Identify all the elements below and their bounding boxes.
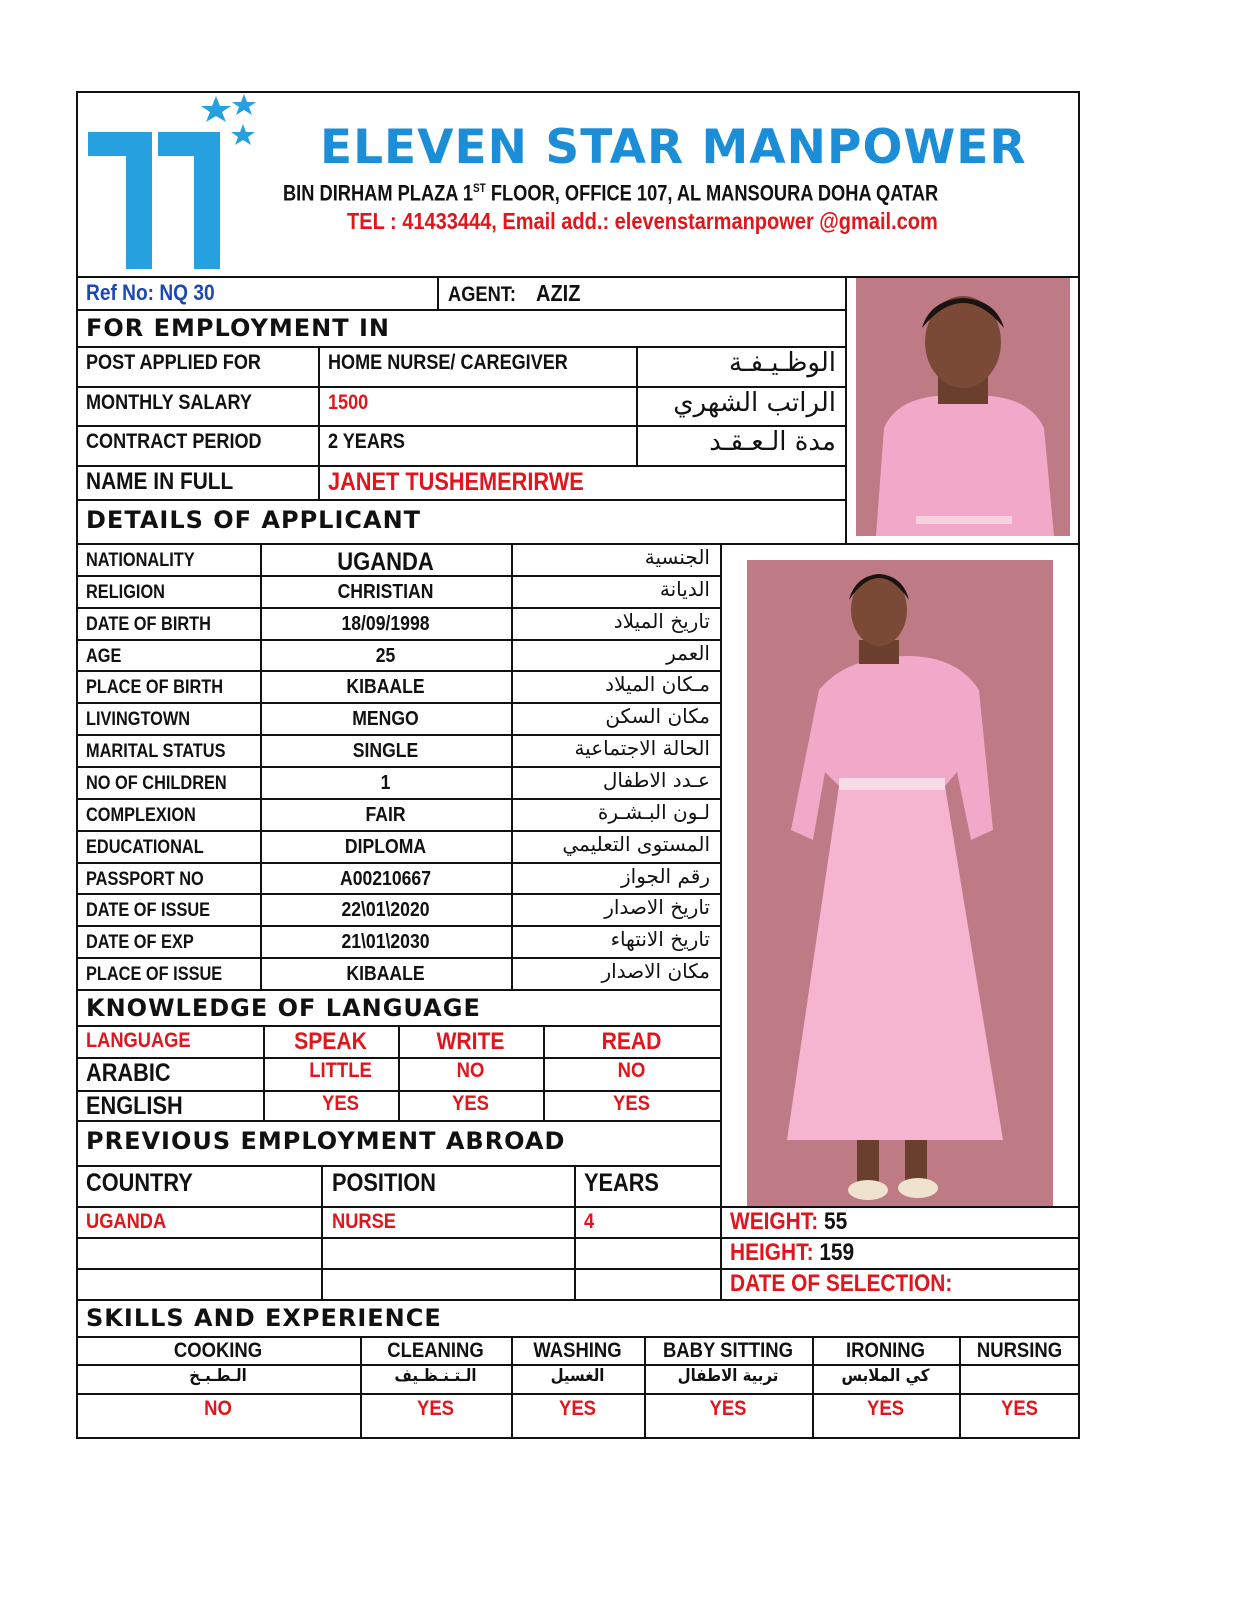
- divider: [959, 1336, 961, 1439]
- employment-row-value: HOME NURSE/ CAREGIVER: [328, 351, 568, 374]
- detail-arabic: العمر: [666, 641, 710, 665]
- skill-arabic: الـطـبـخ: [189, 1366, 247, 1386]
- divider: [511, 543, 513, 989]
- detail-arabic: الديانة: [659, 577, 710, 601]
- detail-label: RELIGION: [86, 582, 165, 603]
- detail-arabic: لـون البـشـرة: [597, 800, 710, 824]
- detail-label: PLACE OF BIRTH: [86, 677, 224, 698]
- divider: [76, 575, 720, 577]
- years-col-header: YEARS: [584, 1169, 659, 1197]
- detail-value: A00210667: [339, 868, 432, 890]
- detail-value: UGANDA: [337, 548, 434, 576]
- divider: [318, 346, 320, 500]
- prev-country: UGANDA: [86, 1210, 167, 1233]
- divider: [644, 1336, 646, 1439]
- language-name: ENGLISH: [86, 1092, 183, 1120]
- prev-position: NURSE: [332, 1210, 396, 1233]
- detail-arabic: تاريخ الميلاد: [613, 609, 710, 633]
- height-field: HEIGHT: 159: [730, 1239, 855, 1266]
- divider: [260, 543, 262, 989]
- previous-heading: PREVIOUS EMPLOYMENT ABROAD: [86, 1127, 566, 1155]
- agent-value: AZIZ: [536, 280, 581, 306]
- detail-arabic: مـكان الميلاد: [605, 672, 710, 696]
- skill-name: WASHING: [533, 1339, 622, 1362]
- ref-number: Ref No: NQ 30: [86, 280, 215, 305]
- skill-value: YES: [1001, 1397, 1038, 1420]
- divider: [263, 1025, 265, 1120]
- applicant-photo-portrait: [856, 278, 1070, 536]
- detail-value: KIBAALE: [346, 676, 425, 698]
- agent-label: AGENT:: [448, 283, 517, 306]
- skill-arabic: الغسيل: [550, 1366, 605, 1386]
- skill-arabic: كي الملابس: [841, 1366, 930, 1386]
- divider: [76, 1206, 1080, 1208]
- language-heading: KNOWLEDGE OF LANGUAGE: [86, 994, 481, 1022]
- divider: [845, 276, 847, 544]
- detail-arabic: مكان السكن: [605, 704, 710, 728]
- detail-label: PLACE OF ISSUE: [86, 964, 223, 985]
- divider: [76, 1336, 1080, 1338]
- divider: [76, 1237, 1080, 1239]
- detail-arabic: تاريخ الانتهاء: [610, 927, 710, 951]
- employment-row-value: 1500: [328, 391, 369, 414]
- divider: [76, 639, 720, 641]
- divider: [76, 309, 846, 311]
- detail-label: EDUCATIONAL: [86, 837, 204, 858]
- speak-col-header: SPEAK: [294, 1028, 367, 1055]
- divider: [360, 1336, 362, 1439]
- detail-value: 22\01\2020: [341, 899, 430, 921]
- divider: [398, 1025, 400, 1120]
- detail-value: SINGLE: [352, 740, 419, 762]
- divider: [76, 1393, 1080, 1395]
- divider: [511, 1336, 513, 1439]
- employment-row-value: 2 YEARS: [328, 430, 405, 453]
- name-label: NAME IN FULL: [86, 468, 234, 495]
- detail-value: FAIR: [365, 804, 406, 826]
- employment-row-label: CONTRACT PERIOD: [86, 430, 262, 453]
- divider: [76, 1299, 1080, 1301]
- position-col-header: POSITION: [332, 1169, 436, 1197]
- detail-arabic: عـدد الاطفال: [602, 768, 710, 792]
- skill-name: CLEANING: [387, 1339, 484, 1362]
- read-level: YES: [613, 1092, 650, 1115]
- detail-value: DIPLOMA: [344, 836, 427, 858]
- divider: [76, 499, 846, 501]
- detail-value: 21\01\2030: [341, 931, 430, 953]
- country-col-header: COUNTRY: [86, 1169, 193, 1197]
- detail-value: KIBAALE: [346, 963, 425, 985]
- divider: [812, 1336, 814, 1439]
- detail-label: DATE OF EXP: [86, 932, 194, 953]
- detail-value: MENGO: [352, 708, 419, 730]
- skill-arabic: الـتـنـظـيف: [394, 1366, 477, 1386]
- divider: [636, 346, 638, 465]
- detail-value: CHRISTIAN: [337, 581, 434, 603]
- detail-label: MARITAL STATUS: [86, 741, 226, 762]
- employment-row-label: POST APPLIED FOR: [86, 351, 261, 374]
- write-level: YES: [452, 1092, 489, 1115]
- divider: [437, 276, 439, 310]
- detail-label: LIVINGTOWN: [86, 709, 191, 730]
- detail-arabic: الجنسية: [644, 545, 710, 569]
- divider: [76, 543, 1080, 545]
- read-col-header: READ: [601, 1028, 662, 1055]
- detail-value: 18/09/1998: [341, 613, 430, 635]
- applicant-photo-full: [747, 560, 1053, 1206]
- detail-arabic: رقم الجواز: [621, 864, 710, 888]
- weight-field: WEIGHT: 55: [730, 1208, 848, 1235]
- detail-label: AGE: [86, 646, 122, 667]
- applicant-name: JANET TUSHEMERIRWE: [328, 468, 584, 496]
- skill-name: IRONING: [845, 1339, 926, 1362]
- write-col-header: WRITE: [436, 1028, 505, 1055]
- skill-arabic: تربية الاطفال: [677, 1366, 779, 1386]
- detail-value: 25: [375, 645, 396, 667]
- skill-value: YES: [867, 1397, 904, 1420]
- detail-arabic: الحالة الاجتماعية: [574, 736, 710, 760]
- company-contact: TEL : 41433444, Email add.: elevenstarmanpower @gmail.com: [347, 208, 938, 234]
- divider: [321, 1165, 323, 1299]
- employment-row-label: MONTHLY SALARY: [86, 391, 252, 414]
- detail-label: DATE OF ISSUE: [86, 900, 211, 921]
- skill-value: YES: [417, 1397, 454, 1420]
- skill-name: COOKING: [173, 1339, 263, 1362]
- speak-level: YES: [322, 1092, 359, 1115]
- detail-arabic: تاريخ الاصدار: [604, 895, 710, 919]
- divider: [76, 989, 720, 991]
- employment-row-arabic: مدة الـعـقـد: [709, 427, 836, 457]
- company-logo: [86, 94, 256, 272]
- detail-arabic: المستوى التعليمي: [562, 832, 710, 856]
- divider: [76, 465, 846, 467]
- skill-value: NO: [204, 1397, 232, 1420]
- divider: [720, 543, 722, 1299]
- employment-row-arabic: الوظـيـفـة: [728, 348, 836, 378]
- detail-value: 1: [380, 772, 391, 794]
- detail-arabic: مكان الاصدار: [601, 959, 710, 983]
- prev-years: 4: [584, 1210, 595, 1233]
- detail-label: NO OF CHILDREN: [86, 773, 227, 794]
- divider: [76, 1165, 720, 1167]
- selection-date-label: DATE OF SELECTION:: [730, 1270, 953, 1297]
- skill-value: YES: [559, 1397, 596, 1420]
- detail-label: PASSPORT NO: [86, 869, 204, 890]
- detail-label: DATE OF BIRTH: [86, 614, 211, 635]
- details-heading: DETAILS OF APPLICANT: [86, 506, 422, 534]
- write-level: NO: [456, 1059, 485, 1082]
- employment-heading: FOR EMPLOYMENT IN: [86, 314, 390, 342]
- skill-name: BABY SITTING: [662, 1339, 794, 1362]
- skill-name: NURSING: [976, 1339, 1063, 1362]
- detail-label: COMPLEXION: [86, 805, 196, 826]
- language-name: ARABIC: [86, 1059, 171, 1087]
- language-col-header: LANGUAGE: [86, 1029, 191, 1052]
- divider: [574, 1165, 576, 1299]
- read-level: NO: [617, 1059, 646, 1082]
- skill-value: YES: [709, 1397, 747, 1420]
- employment-row-arabic: الراتب الشهري: [673, 388, 836, 418]
- divider: [543, 1025, 545, 1120]
- detail-label: NATIONALITY: [86, 550, 195, 571]
- speak-level: LITTLE: [309, 1059, 372, 1082]
- skills-heading: SKILLS AND EXPERIENCE: [86, 1304, 442, 1332]
- company-name: ELEVEN STAR MANPOWER: [320, 120, 1027, 175]
- company-address: BIN DIRHAM PLAZA 1ST FLOOR, OFFICE 107, AL MANSOURA DOHA QATAR: [283, 180, 939, 206]
- divider: [76, 1120, 720, 1122]
